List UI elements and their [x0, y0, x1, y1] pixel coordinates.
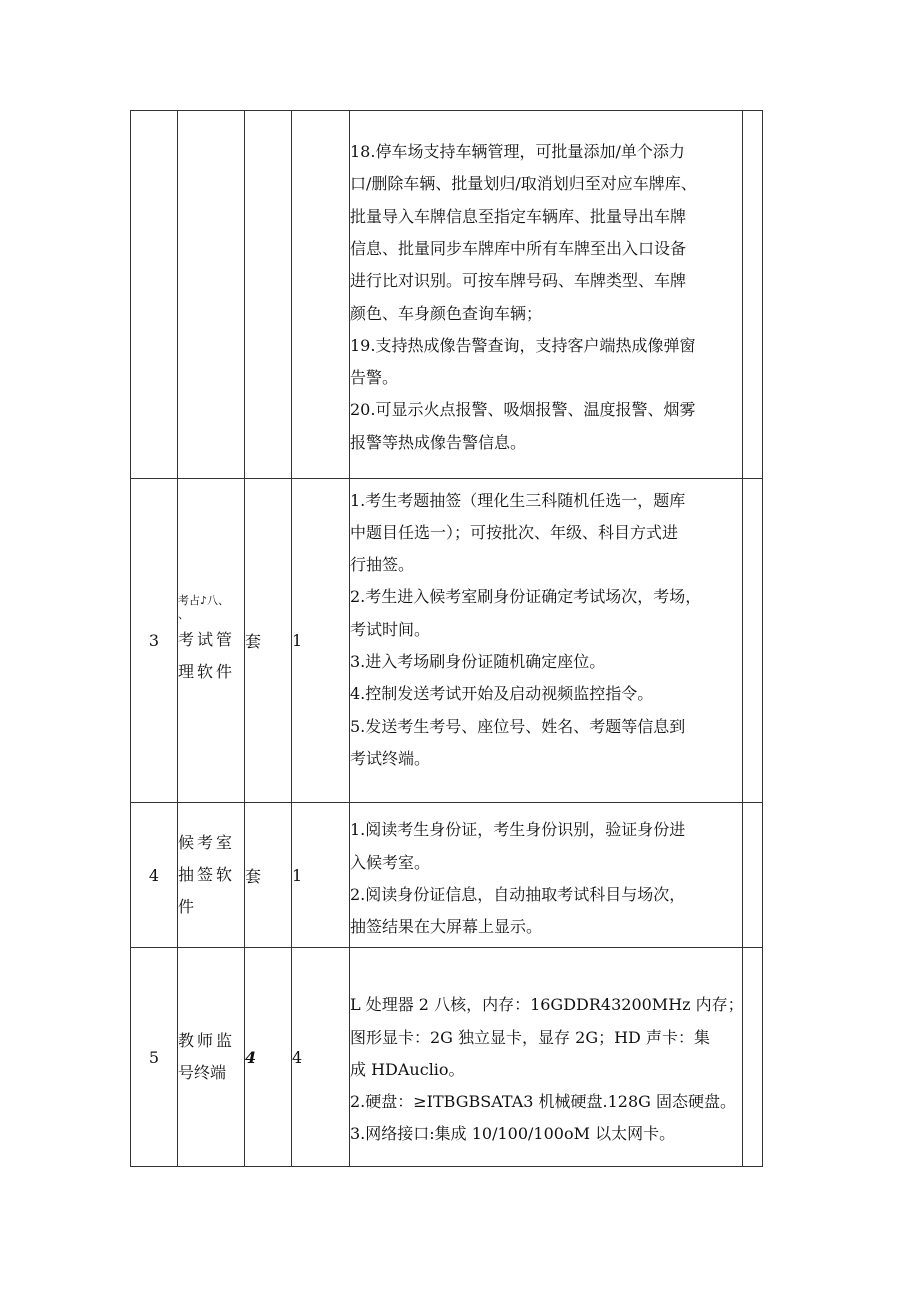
spec-table	[130, 110, 763, 1167]
description-line: 批量导入车牌信息至指定车辆库、批量导出车牌	[350, 206, 687, 226]
item-name	[178, 479, 245, 803]
description-line: 抽签结果在大屏幕上显示。	[350, 917, 543, 937]
item-quantity: 1	[292, 479, 350, 803]
item-name-line: 教师监	[178, 1031, 236, 1050]
item-name-line: 候考室	[178, 833, 236, 852]
table-row	[131, 479, 763, 803]
item-quantity: 4	[292, 948, 350, 1167]
row-number	[131, 111, 178, 479]
description-line: 行抽签。	[350, 555, 415, 575]
description-line: 入候考室。	[350, 852, 431, 872]
remarks-cell	[743, 111, 763, 479]
item-name	[178, 948, 245, 1167]
table-row	[131, 111, 763, 479]
item-name	[178, 803, 245, 948]
description-line: 进行比对识别。可按车牌号码、车牌类型、车牌	[350, 271, 687, 291]
item-name-line: 考试管	[178, 629, 236, 649]
item-name-line: 抽签软	[178, 865, 236, 884]
item-unit: 4	[245, 948, 292, 1167]
description-line: 4.控制发送考试开始及启动视频监控指令。	[350, 684, 654, 704]
description-line: 图形显卡：2G 独立显卡，显存 2G；HD 声卡：集	[350, 1027, 710, 1047]
item-name-line: 件	[178, 897, 198, 916]
remarks-cell	[743, 479, 763, 803]
table-row	[131, 803, 763, 948]
description-line: 中题目任选一）；可按批次、年级、科目方式进	[350, 522, 679, 542]
item-name	[178, 111, 245, 479]
description-line: 5.发送考生考号、座位号、姓名、考题等信息到	[350, 716, 686, 736]
item-name-line: 号终端	[178, 1063, 227, 1082]
description-line: 1.阅读考生身份证，考生身份识别，验证身份进	[350, 820, 686, 840]
item-description	[350, 111, 743, 479]
description-line: 18.停车场支持车辆管理，可批量添加/单个添力	[350, 142, 685, 162]
description-line: 2.硬盘：≥ITBGBSATA3 机械硬盘.128G 固态硬盘。	[350, 1092, 737, 1112]
description-line: 成 HDAuclio。	[350, 1059, 465, 1079]
description-line: 3.进入考场刷身份证随机确定座位。	[350, 651, 606, 671]
item-unit: 套	[245, 479, 292, 803]
row-number: 5	[131, 948, 178, 1167]
description-line: 2.考生进入候考室刷身份证确定考试场次，考场，	[350, 587, 702, 607]
description-line: 20.可显示火点报警、吸烟报警、温度报警、烟雾	[350, 400, 696, 420]
remarks-cell	[743, 803, 763, 948]
remarks-cell	[743, 948, 763, 1167]
item-name-line: 理软件	[178, 661, 236, 681]
item-unit: 套	[245, 803, 292, 948]
description-line: 3.网络接口:集成 10/100/100oM 以太网卡。	[350, 1124, 676, 1144]
row-number: 4	[131, 803, 178, 948]
description-line: 告警。	[350, 368, 399, 388]
description-line: 考试时间。	[350, 619, 431, 639]
description-line: 口/删除车辆、批量划归/取消划归至对应车牌库、	[350, 174, 697, 194]
row-number: 3	[131, 479, 178, 803]
description-line: 颜色、车身颜色查询车辆；	[350, 303, 543, 323]
description-line: 信息、批量同步车牌库中所有车牌至出入口设备	[350, 238, 687, 258]
description-line: L 处理器 2 八核，内存：16GDDR43200MHz 内存；	[350, 995, 744, 1015]
description-line: 报警等热成像告警信息。	[350, 432, 527, 452]
item-description	[350, 803, 743, 948]
item-description	[350, 948, 743, 1167]
item-quantity: 1	[292, 803, 350, 948]
item-unit	[245, 111, 292, 479]
description-line: 考试终端。	[350, 748, 431, 768]
description-line: 19.支持热成像告警查询，支持客户端热成像弹窗	[350, 335, 696, 355]
description-line: 1.考生考题抽签（理化生三科随机任选一，题库	[350, 490, 686, 510]
item-name-note: 考占♪八、 、	[178, 593, 230, 621]
description-line: 2.阅读身份证信息，自动抽取考试科目与场次，	[350, 885, 686, 904]
item-quantity	[292, 111, 350, 479]
table-row	[131, 948, 763, 1167]
item-description	[350, 479, 743, 803]
